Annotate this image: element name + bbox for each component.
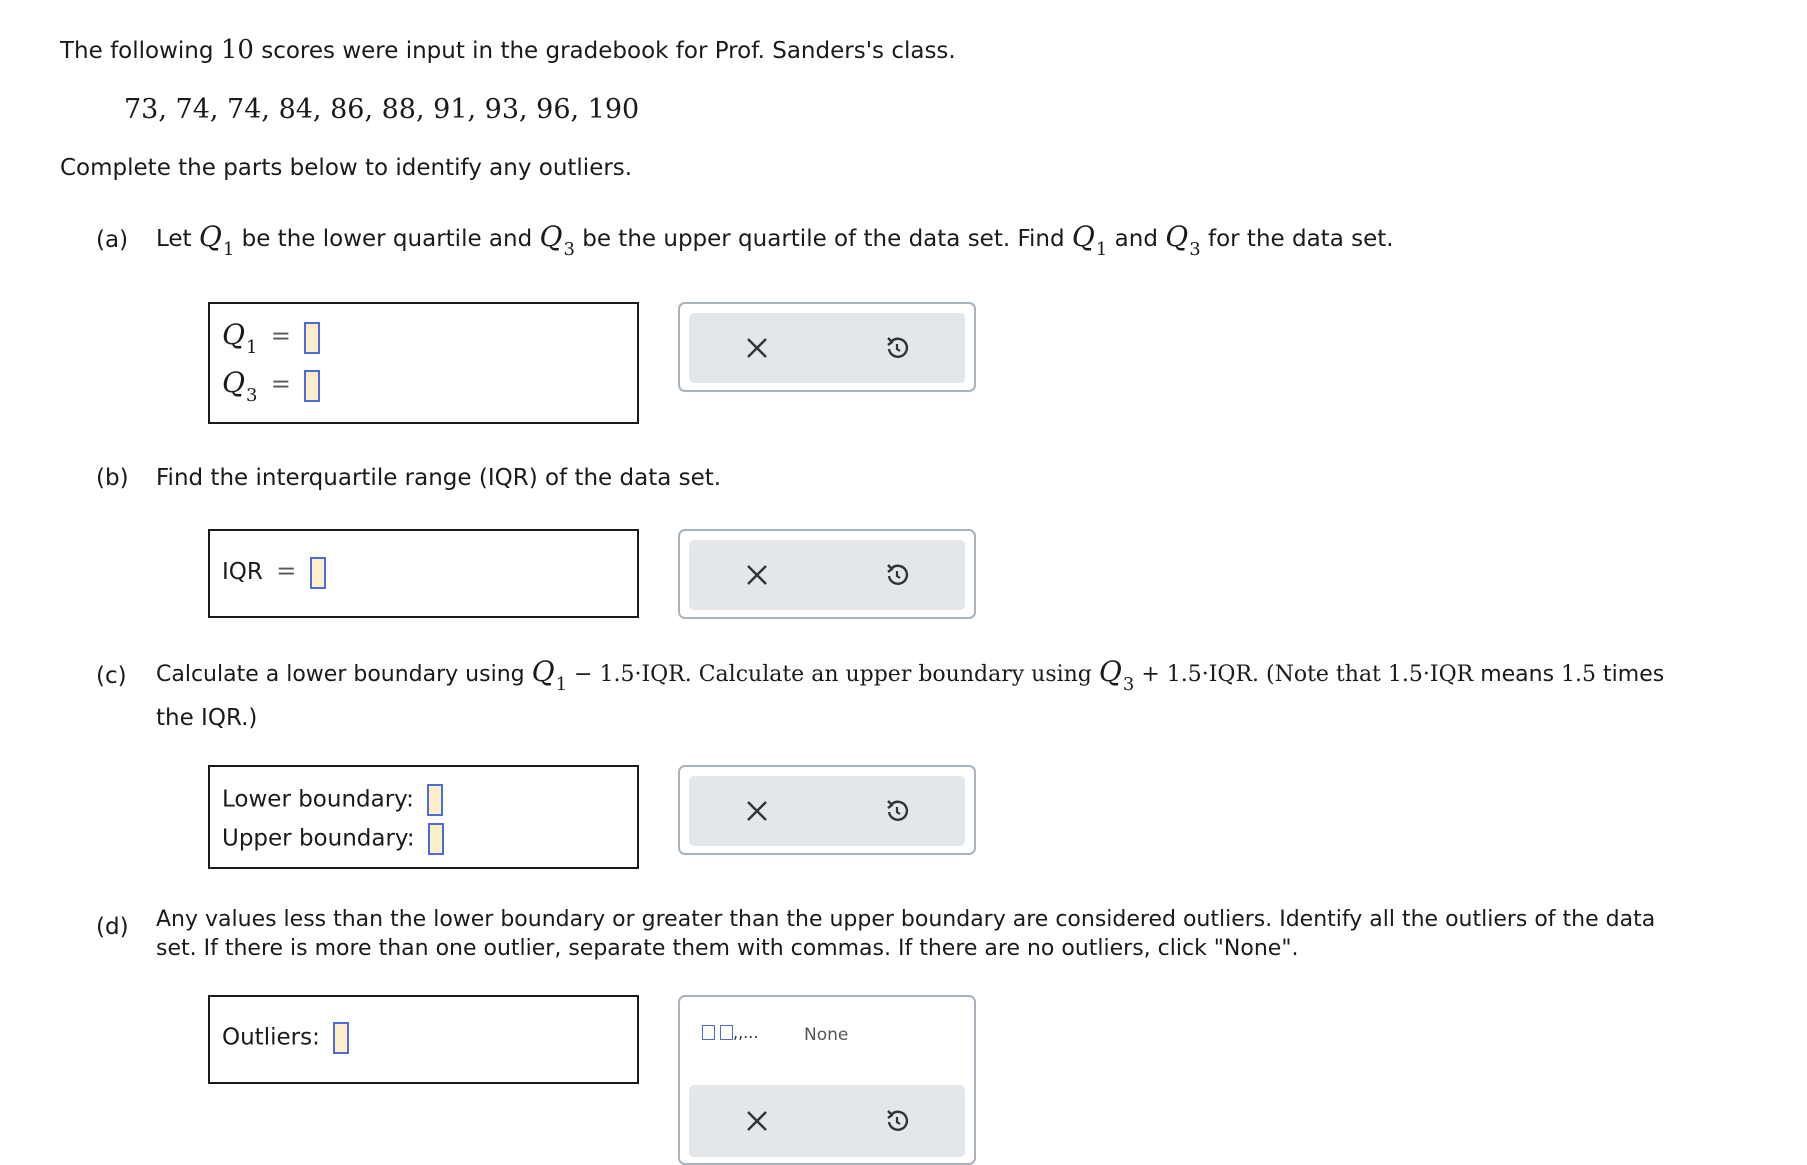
q3-row: $Q_3$ = xyxy=(222,368,320,402)
undo-button[interactable] xyxy=(869,547,925,603)
data-values: 73, 74, 74, 84, 86, 88, 91, 93, 96, 190 xyxy=(124,94,640,125)
clear-button[interactable] xyxy=(729,1093,785,1149)
undo-button[interactable] xyxy=(869,1093,925,1149)
part-d-question-line1: Any values less than the lower boundary or greater than the upper boundary are considered outliers. Identify all the outliers of the data xyxy=(156,907,1656,932)
iqr-answer-box xyxy=(208,529,639,618)
q-symbol: Q xyxy=(539,220,563,253)
quartiles-answer-box xyxy=(208,302,639,424)
control-bar xyxy=(689,1085,965,1157)
upper-boundary-input[interactable] xyxy=(428,823,444,855)
intro-lead: The following xyxy=(60,38,214,64)
undo-icon xyxy=(884,798,910,824)
iqr-input[interactable] xyxy=(310,557,326,589)
template-box-icon xyxy=(720,1025,733,1040)
part-a-controls xyxy=(678,302,976,392)
undo-button[interactable] xyxy=(869,783,925,839)
part-a-question: Let $Q_1$ be the lower quartile and $Q_3$ be the upper quartile of the data set. Find $Q_1$ and $Q_3$ for the data set. xyxy=(156,220,1394,260)
q-symbol: Q xyxy=(1071,220,1095,253)
q-symbol: Q xyxy=(1165,220,1189,253)
q1-row: $Q_1$ = xyxy=(222,320,320,354)
part-c-label: (c) xyxy=(96,663,127,689)
clear-button[interactable] xyxy=(729,320,785,376)
iqr-label: IQR xyxy=(222,559,263,585)
x-icon xyxy=(745,563,769,587)
outliers-answer-box xyxy=(208,995,639,1084)
template-label: ,,... xyxy=(733,1023,759,1042)
undo-icon xyxy=(884,1108,910,1134)
upper-boundary-label: Upper boundary: xyxy=(222,825,415,852)
outliers-label: Outliers: xyxy=(222,1024,320,1051)
none-button[interactable]: None xyxy=(804,1025,849,1045)
part-d-label: (d) xyxy=(96,914,129,940)
intro-sentence xyxy=(60,35,956,66)
q1-input[interactable] xyxy=(304,322,320,354)
lower-boundary-label: Lower boundary: xyxy=(222,786,414,813)
iqr-row: IQR = xyxy=(222,556,326,589)
lower-boundary-row xyxy=(222,784,443,816)
undo-icon xyxy=(884,562,910,588)
q3-input[interactable] xyxy=(304,370,320,402)
score-count: 10 xyxy=(220,35,254,65)
instruction-text: Complete the parts below to identify any outliers. xyxy=(60,155,633,181)
control-bar xyxy=(689,776,965,846)
control-bar xyxy=(689,313,965,383)
undo-icon xyxy=(884,335,910,361)
upper-boundary-row xyxy=(222,823,444,855)
x-icon xyxy=(745,336,769,360)
part-c-question: Calculate a lower boundary using $Q_1 - 1.5\cdot IQR$. Calculate an upper boundary using $Q_3 + 1.5\cdot IQR$. (Note that 1.5·IQR means 1.5 times xyxy=(156,655,1665,695)
outliers-input[interactable] xyxy=(333,1022,349,1054)
list-template-button[interactable] xyxy=(702,1023,758,1042)
control-bar xyxy=(689,540,965,610)
x-icon xyxy=(745,1109,769,1133)
outliers-row xyxy=(222,1022,349,1054)
part-d-controls xyxy=(678,995,976,1165)
lower-boundary-input[interactable] xyxy=(427,784,443,816)
x-icon xyxy=(745,799,769,823)
clear-button[interactable] xyxy=(729,547,785,603)
clear-button[interactable] xyxy=(729,783,785,839)
intro-tail: scores were input in the gradebook for Prof. Sanders's class. xyxy=(261,38,956,64)
undo-button[interactable] xyxy=(869,320,925,376)
part-c-controls xyxy=(678,765,976,855)
part-b-label: (b) xyxy=(96,465,129,491)
boundaries-answer-box xyxy=(208,765,639,869)
q-symbol: Q xyxy=(198,220,222,253)
part-b-controls xyxy=(678,529,976,619)
part-a-label: (a) xyxy=(96,227,129,253)
template-box-icon xyxy=(702,1025,715,1040)
part-c-question-line2: the IQR.) xyxy=(156,705,258,731)
part-d-question-line2: set. If there is more than one outlier, separate them with commas. If there are no outliers, click "None". xyxy=(156,936,1299,961)
part-b-question: Find the interquartile range (IQR) of the data set. xyxy=(156,465,722,491)
